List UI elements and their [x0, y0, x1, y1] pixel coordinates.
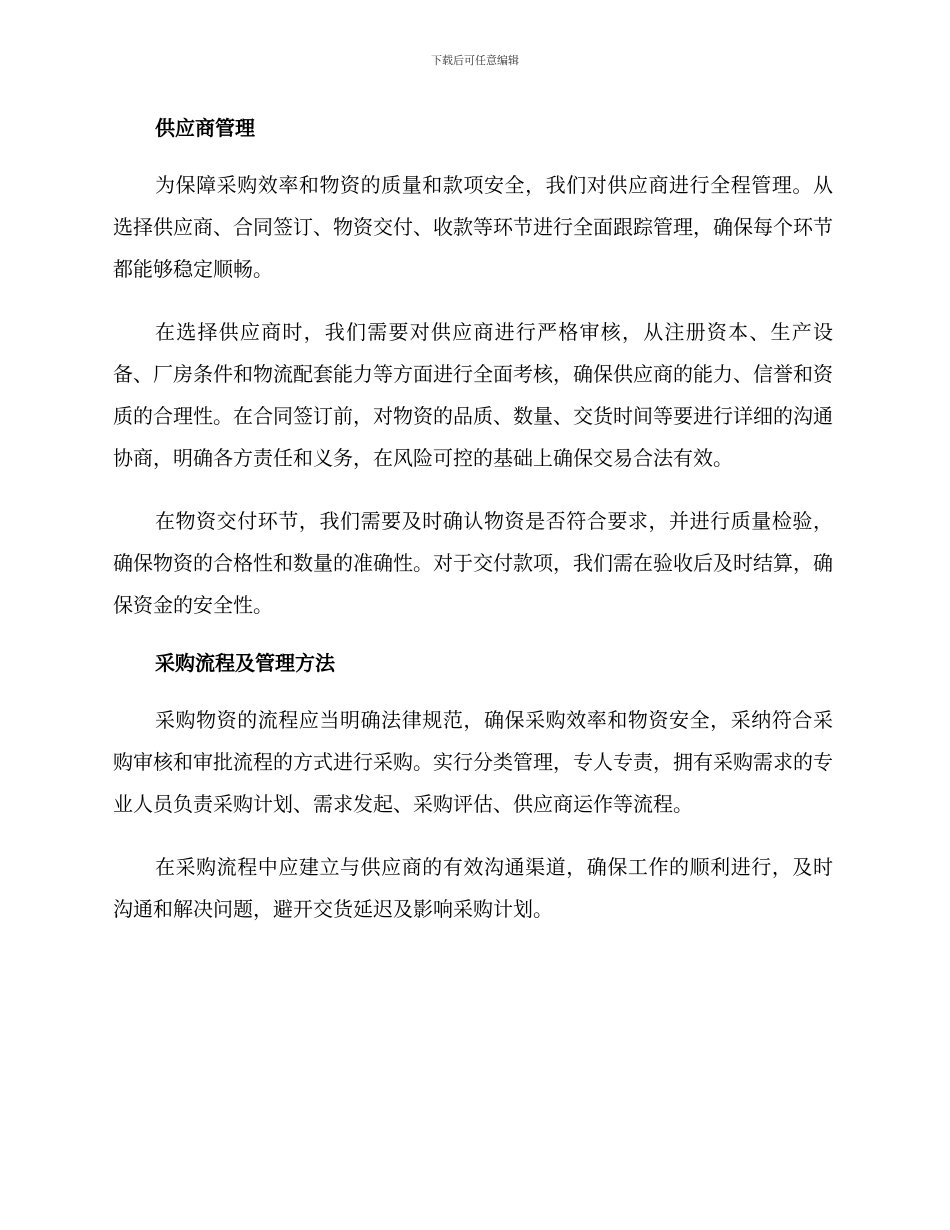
page-header-note: 下载后可任意编辑: [431, 54, 519, 67]
section-supplier-management: [113, 112, 833, 626]
paragraph: 在选择供应商时，我们需要对供应商进行严格审核，从注册资本、生产设备、厂房条件和物流配套能力等方面进行全面考核，确保供应商的能力、信誉和资质的合理性。在合同签订前，对物资的品质、数量、交货时间等要进行详细的沟通协商，明确各方责任和义务，在风险可控的基础上确保交易合法有效。: [113, 320, 833, 470]
document-body: [113, 112, 833, 951]
section-procurement-process: [113, 647, 833, 930]
section-title: 采购流程及管理方法: [155, 651, 335, 675]
paragraph: 在采购流程中应建立与供应商的有效沟通渠道，确保工作的顺利进行，及时沟通和解决问题，避开交货延迟及影响采购计划。: [113, 855, 833, 921]
section-title: 供应商管理: [155, 116, 255, 140]
paragraph: 为保障采购效率和物资的质量和款项安全，我们对供应商进行全程管理。从选择供应商、合同签订、物资交付、收款等环节进行全面跟踪管理，确保每个环节都能够稳定顺畅。: [113, 173, 833, 281]
paragraph: 在物资交付环节，我们需要及时确认物资是否符合要求，并进行质量检验，确保物资的合格性和数量的准确性。对于交付款项，我们需在验收后及时结算，确保资金的安全性。: [113, 509, 833, 617]
paragraph: 采购物资的流程应当明确法律规范，确保采购效率和物资安全，采纳符合采购审核和审批流程的方式进行采购。实行分类管理，专人专责，拥有采购需求的专业人员负责采购计划、需求发起、采购评估、供应商运作等流程。: [113, 708, 833, 816]
